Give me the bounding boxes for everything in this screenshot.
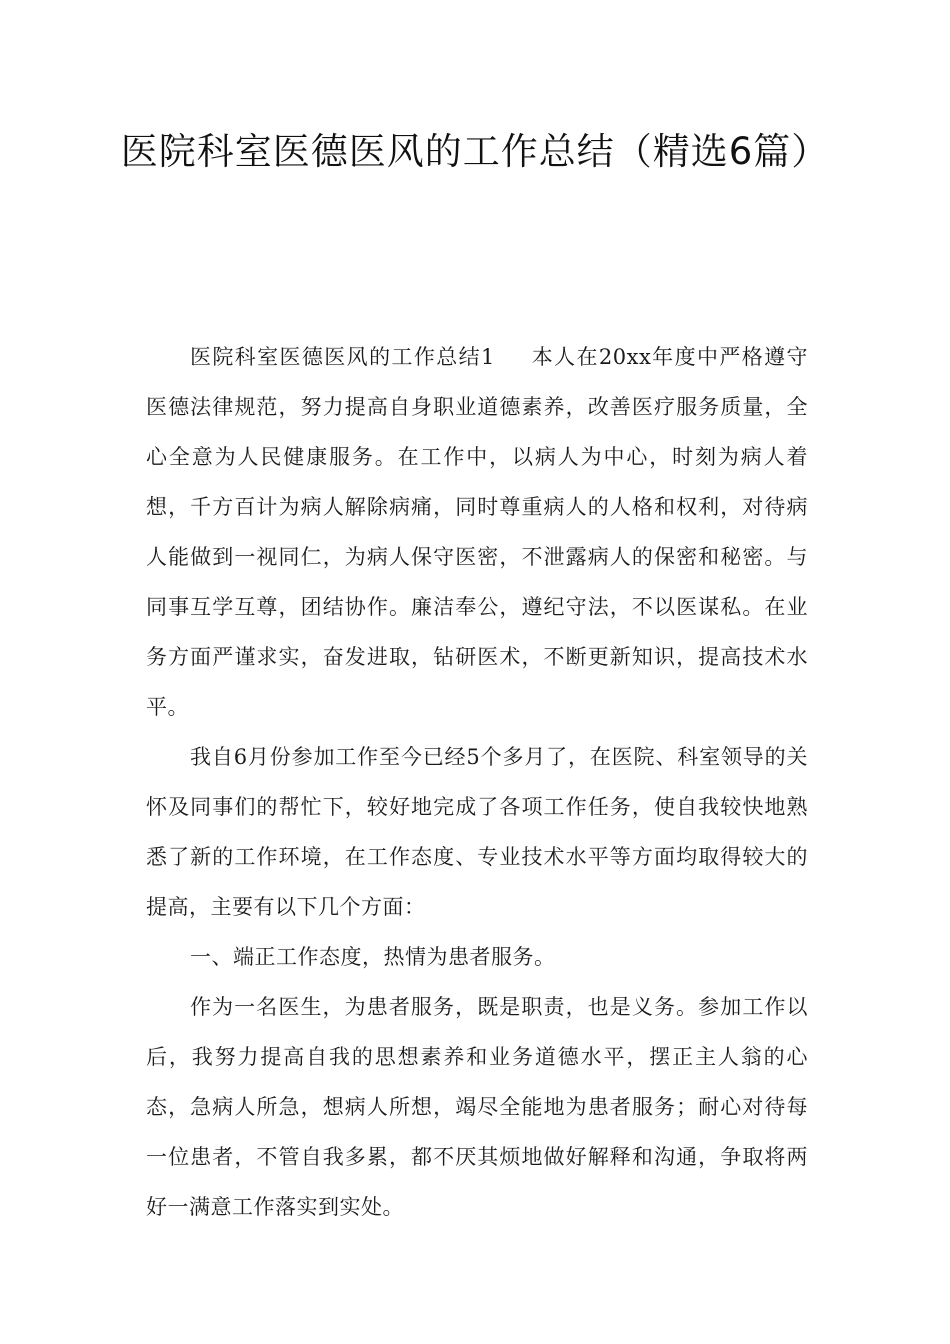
- paragraph-2: 我自6月份参加工作至今已经5个多月了，在医院、科室领导的关怀及同事们的帮忙下，较好地完成了各项工作任务，使自我较快地熟悉了新的工作环境，在工作态度、专业技术水平等方面均取得较大的提高，主要有以下几个方面：: [146, 745, 808, 919]
- document-body: [146, 332, 808, 1232]
- paragraph-text: 本人在20xx年度中严格遵守医德法律规范，努力提高自身职业道德素养，改善医疗服务质量，全心全意为人民健康服务。在工作中，以病人为中心，时刻为病人着想，千方百计为病人解除病痛，同时尊重病人的人格和权利，对待病人能做到一视同仁，为病人保守医密，不泄露病人的保密和秘密。与同事互学互尊，团结协作。廉洁奉公，遵纪守法，不以医谋私。在业务方面严谨求实，奋发进取，钻研医术，不断更新知识，提高技术水平。: [146, 345, 808, 719]
- paragraph-3: 一、端正工作态度，热情为患者服务。: [190, 945, 556, 969]
- document-title: 医院科室医德医风的工作总结（精选6篇）: [120, 130, 830, 173]
- paragraph-1: [146, 332, 808, 732]
- paragraph-4: 作为一名医生，为患者服务，既是职责，也是义务。参加工作以后，我努力提高自我的思想素养和业务道德水平，摆正主人翁的心态，急病人所急，想病人所想，竭尽全能地为患者服务；耐心对待每一位患者，不管自我多累，都不厌其烦地做好解释和沟通，争取将两好一满意工作落实到实处。: [146, 995, 808, 1219]
- section-heading: 医院科室医德医风的工作总结1: [190, 345, 495, 369]
